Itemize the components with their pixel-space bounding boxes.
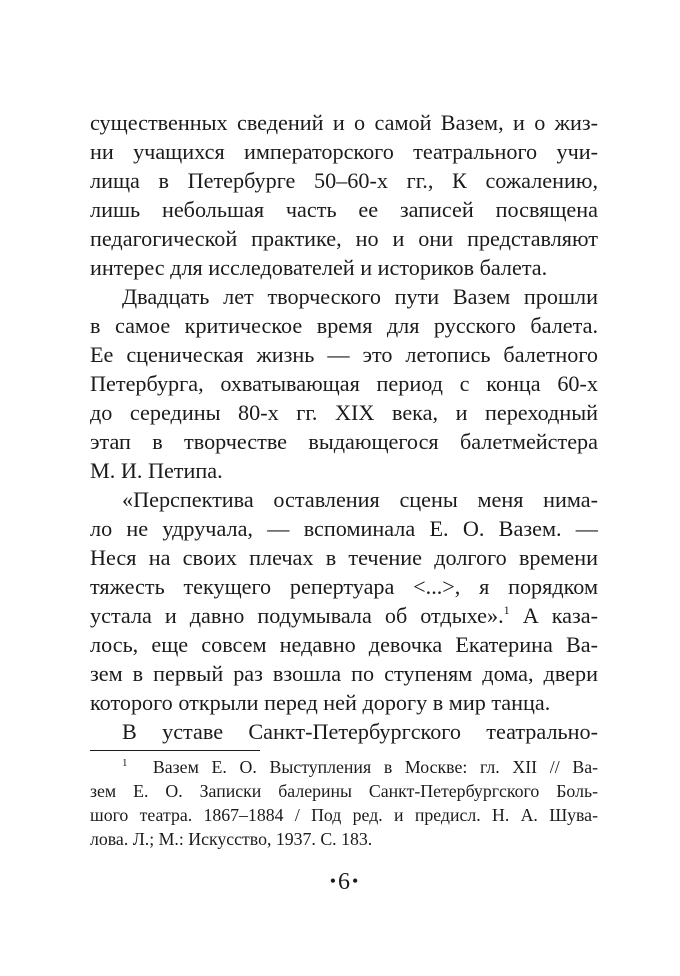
footnote-text: Вазем Е. О. Выступления в Москве: гл. XII // Ва- bbox=[152, 757, 599, 777]
footnote-line: лова. Л.; М.: Искусство, 1937. С. 183. bbox=[90, 829, 373, 849]
text-line: М. И. Петипа. bbox=[90, 458, 223, 483]
text-line: в самое критическое время для русского балета. bbox=[90, 313, 598, 338]
footnote-reference: 1 bbox=[503, 603, 510, 617]
text-line: интерес для исследователей и историков балета. bbox=[90, 255, 548, 280]
text-span: устала и давно подумывала об отдыхе». bbox=[90, 603, 504, 628]
text-line: лишь небольшая часть ее записей посвящена bbox=[90, 197, 598, 222]
text-line: до середины 80-х гг. XIX века, и переходный bbox=[90, 400, 598, 425]
text-line: Неся на своих плечах в течение долгого времени bbox=[90, 545, 598, 570]
text-line: Ее сценическая жизнь — это летопись балетного bbox=[90, 342, 598, 367]
text-line: этап в творчестве выдающегося балетмейстера bbox=[90, 429, 598, 454]
text-line: лось, еще совсем недавно девочка Екатерина Ва- bbox=[90, 632, 598, 657]
text-line: зем в первый раз взошла по ступеням дома, двери bbox=[90, 661, 598, 686]
text-line: ло не удручала, — вспоминала Е. О. Вазем. — bbox=[90, 516, 598, 541]
footnote-separator bbox=[90, 750, 260, 751]
text-line: которого открыли перед ней дорогу в мир танца. bbox=[90, 690, 551, 715]
text-line: ни учащихся императорского театрального учи- bbox=[90, 139, 598, 164]
text-line: лища в Петербурге 50–60-х гг., К сожалению, bbox=[90, 168, 598, 193]
footnote-marker: 1 bbox=[122, 757, 128, 769]
text-line: педагогической практике, но и они представляют bbox=[90, 226, 598, 251]
bullet-right-icon: • bbox=[352, 871, 359, 891]
text-line: «Перспектива оставления сцены меня нима- bbox=[122, 487, 598, 512]
text-line: В уставе Санкт-Петербургского театрально- bbox=[122, 719, 598, 744]
text-line bbox=[90, 601, 598, 630]
text-line: Двадцать лет творческого пути Вазем прошли bbox=[122, 284, 598, 309]
text-span: А каза- bbox=[522, 603, 599, 628]
page-number-value: 6 bbox=[338, 869, 350, 895]
text-line: существенных сведений и о самой Вазем, и о жиз- bbox=[90, 110, 598, 135]
text-line: Петербурга, охватывающая период с конца 60-х bbox=[90, 371, 598, 396]
text-line: тяжесть текущего репертуара <...>, я порядком bbox=[90, 574, 598, 599]
page-content bbox=[90, 0, 598, 976]
footnote-line bbox=[90, 755, 598, 779]
footnote-line: шого театра. 1867–1884 / Под ред. и предисл. Н. А. Шува- bbox=[90, 805, 598, 825]
bullet-left-icon: • bbox=[329, 871, 336, 891]
page-number bbox=[90, 866, 598, 897]
footnote-line: зем Е. О. Записки балерины Санкт-Петербургского Боль- bbox=[90, 781, 598, 801]
